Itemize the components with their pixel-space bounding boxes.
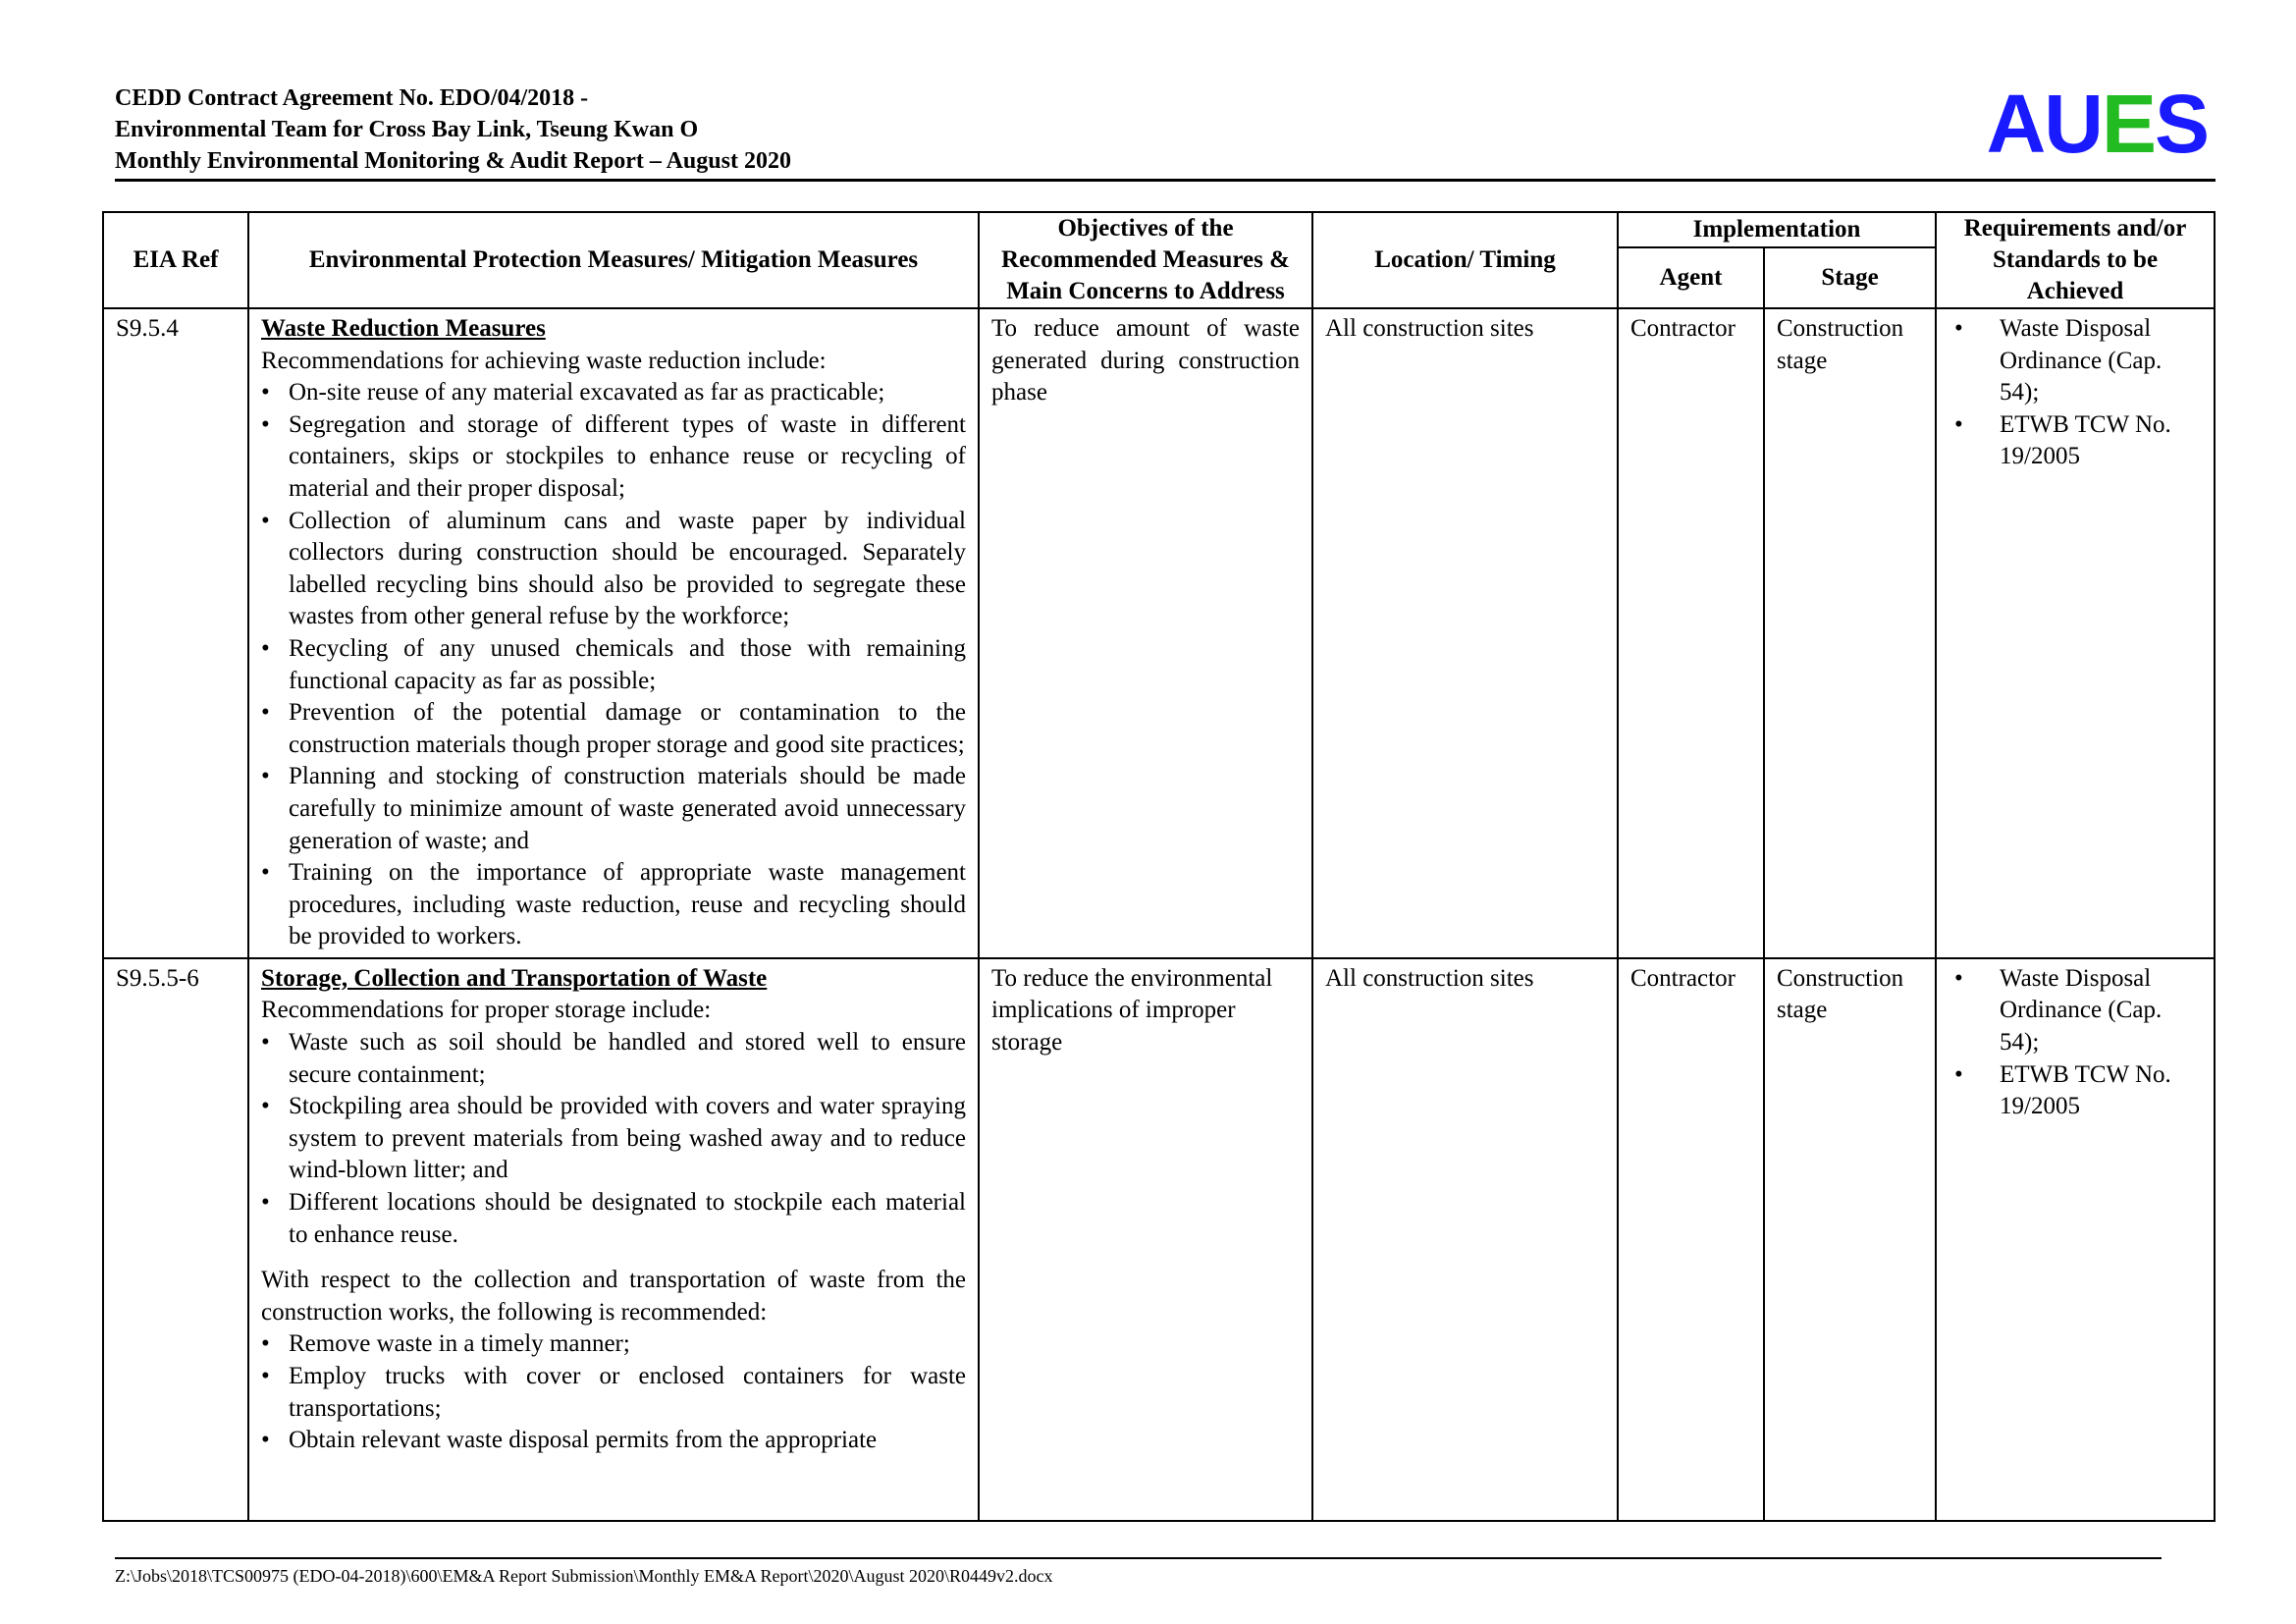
header-team-line: Environmental Team for Cross Bay Link, Tseung Kwan O (115, 117, 699, 142)
page-header (115, 78, 2216, 182)
agent-cell: Contractor (1618, 958, 1764, 1521)
logo-au: AU (1986, 78, 2102, 170)
list-item: • ETWB TCW No. 19/2005 (1949, 1059, 2202, 1123)
header-agent: Agent (1618, 247, 1764, 308)
mitigation-measures-table (102, 211, 2216, 1522)
list-item: • Segregation and storage of different types of waste in different containers, skips or stockpiles to enhance reuse or recycling of material and their proper disposal; (261, 409, 966, 506)
objective-cell: To reduce the environmental implications of improper storage (979, 958, 1312, 1521)
header-report-line: Monthly Environmental Monitoring & Audit Report – August 2020 (115, 148, 791, 174)
requirements-list (1949, 963, 2202, 1123)
header-measures: Environmental Protection Measures/ Mitigation Measures (248, 212, 979, 308)
measures-cell (248, 958, 979, 1521)
eia-ref-cell: S9.5.5-6 (103, 958, 248, 1521)
section-title: Storage, Collection and Transportation of Waste (261, 964, 768, 992)
list-item: • On-site reuse of any material excavated as far as practicable; (261, 377, 966, 409)
requirements-list (1949, 313, 2202, 473)
measures-cell (248, 308, 979, 958)
list-item: • Planning and stocking of construction materials should be made carefully to minimize amount of waste generated avoid unnecessary generation of waste; and (261, 761, 966, 857)
list-item: • Waste Disposal Ordinance (Cap. 54); (1949, 313, 2202, 409)
table-row (103, 958, 2215, 1521)
section-title: Waste Reduction Measures (261, 315, 546, 342)
section-intro: Recommendations for achieving waste reduction include: (261, 347, 827, 374)
header-requirements: Requirements and/or Standards to be Achieved (1936, 212, 2215, 308)
location-cell: All construction sites (1312, 958, 1618, 1521)
agent-cell: Contractor (1618, 308, 1764, 958)
list-item: • Waste such as soil should be handled and stored well to ensure secure containment; (261, 1027, 966, 1091)
list-item: • Prevention of the potential damage or contamination to the construction materials though proper storage and good site practices; (261, 697, 966, 761)
header-objectives: Objectives of the Recommended Measures & Main Concerns to Address (979, 212, 1312, 308)
paragraph-gap (261, 1251, 966, 1265)
section-intro-2: With respect to the collection and transportation of waste from the construction works, the following is recommended: (261, 1267, 966, 1326)
eia-ref-cell: S9.5.4 (103, 308, 248, 958)
header-implementation: Implementation (1618, 212, 1936, 247)
list-item: • Recycling of any unused chemicals and those with remaining functional capacity as far as possible; (261, 633, 966, 697)
location-cell: All construction sites (1312, 308, 1618, 958)
measure-list (261, 377, 966, 953)
list-item: • Stockpiling area should be provided with covers and water spraying system to prevent materials from being washed away and to reduce wind-blown litter; and (261, 1091, 966, 1187)
header-eia-ref: EIA Ref (103, 212, 248, 308)
table-row (103, 308, 2215, 958)
list-item: • Obtain relevant waste disposal permits from the appropriate (261, 1425, 966, 1457)
list-item: • Waste Disposal Ordinance (Cap. 54); (1949, 963, 2202, 1059)
logo-s: S (2154, 78, 2208, 170)
measure-list-2 (261, 1328, 966, 1456)
section-intro: Recommendations for proper storage include: (261, 997, 712, 1024)
logo-e: E (2101, 78, 2155, 170)
requirements-cell (1936, 958, 2215, 1521)
list-item: • ETWB TCW No. 19/2005 (1949, 409, 2202, 473)
objective-cell: To reduce amount of waste generated during construction phase (979, 308, 1312, 958)
measure-list (261, 1027, 966, 1251)
header-stage: Stage (1764, 247, 1936, 308)
list-item: • Training on the importance of appropriate waste management procedures, including waste reduction, reuse and recycling should be provided to workers. (261, 857, 966, 953)
header-contract-line: CEDD Contract Agreement No. EDO/04/2018 - (115, 85, 589, 111)
list-item: • Remove waste in a timely manner; (261, 1328, 966, 1361)
list-item: • Different locations should be designated to stockpile each material to enhance reuse. (261, 1187, 966, 1251)
footer-file-path: Z:\Jobs\2018\TCS00975 (EDO-04-2018)\600\EM&A Report Submission\Monthly EM&A Report\2020\August 2020\R0449v2.docx (115, 1566, 1053, 1586)
table-header-row (103, 212, 2215, 247)
aues-logo (1986, 78, 2208, 170)
requirements-cell (1936, 308, 2215, 958)
list-item: • Collection of aluminum cans and waste paper by individual collectors during construction should be encouraged. Separately labelled recycling bins should also be provided to segregate these wastes from other general refuse by the workforce; (261, 506, 966, 633)
stage-cell: Construction stage (1764, 308, 1936, 958)
footer-divider (115, 1557, 2162, 1559)
stage-cell: Construction stage (1764, 958, 1936, 1521)
list-item: • Employ trucks with cover or enclosed containers for waste transportations; (261, 1361, 966, 1425)
header-location-timing: Location/ Timing (1312, 212, 1618, 308)
